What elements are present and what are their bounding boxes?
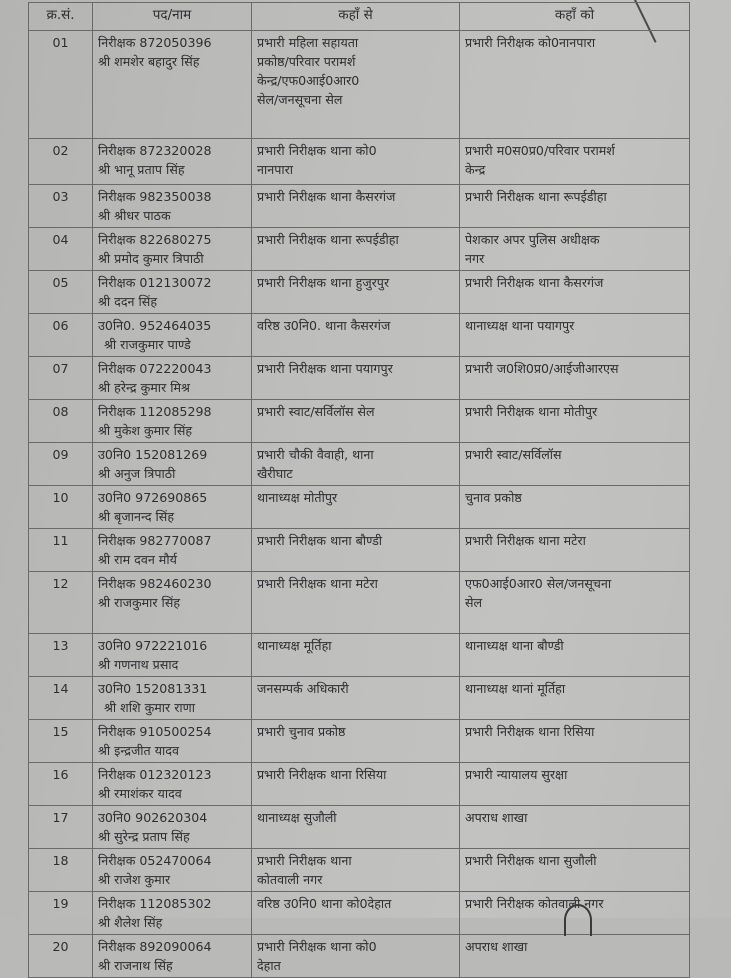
from-posting: [252, 400, 460, 443]
table-row: [29, 185, 690, 228]
from-posting-line: सेल/जनसूचना सेल: [257, 92, 343, 107]
to-posting-line: प्रभारी निरीक्षक थाना रूपईडीहा: [465, 189, 607, 204]
post-and-name: [93, 935, 252, 978]
to-posting: [460, 572, 690, 634]
table-row: [29, 677, 690, 720]
to-posting-line: प्रभारी निरीक्षक थाना मोतीपुर: [465, 404, 598, 419]
from-posting-line: प्रभारी निरीक्षक थाना पयागपुर: [257, 361, 393, 376]
table-row: [29, 443, 690, 486]
to-posting: [460, 677, 690, 720]
to-posting-line: थानाध्यक्ष थानां मूर्तिहा: [465, 681, 566, 696]
from-posting-line: प्रभारी निरीक्षक थाना: [257, 853, 352, 868]
officer-name: श्री इन्द्रजीत यादव: [98, 743, 179, 758]
from-posting: [252, 443, 460, 486]
serial-number: 18: [29, 849, 93, 892]
to-posting: [460, 31, 690, 139]
serial-number: 15: [29, 720, 93, 763]
table-row: [29, 572, 690, 634]
post-and-name: [93, 720, 252, 763]
officer-name: श्री गणनाथ प्रसाद: [98, 657, 179, 672]
post-and-name: [93, 139, 252, 185]
from-posting: [252, 572, 460, 634]
post-and-id: निरीक्षक 052470064: [98, 853, 212, 868]
post-and-name: [93, 677, 252, 720]
table-row: [29, 228, 690, 271]
post-and-id: निरीक्षक 012320123: [98, 767, 212, 782]
from-posting-line: थानाध्यक्ष मोतीपुर: [257, 490, 338, 505]
serial-number: 08: [29, 400, 93, 443]
from-posting-line: प्रभारी निरीक्षक थाना हुजुरपुर: [257, 275, 390, 290]
post-and-name: [93, 634, 252, 677]
table-row: [29, 139, 690, 185]
officer-name: श्री भानू प्रताप सिंह: [98, 162, 185, 177]
table-row: [29, 763, 690, 806]
post-and-name: [93, 806, 252, 849]
to-posting: [460, 486, 690, 529]
from-posting-line: वरिष्ठ उ0नि0 थाना को0देहात: [257, 896, 392, 911]
post-and-name: [93, 31, 252, 139]
post-and-id: उ0नि0 152081269: [98, 447, 208, 462]
serial-number: 17: [29, 806, 93, 849]
post-and-id: उ0नि0 152081331: [98, 681, 208, 696]
officer-name: श्री अनुज त्रिपाठी: [98, 466, 176, 481]
from-posting-line: प्रभारी चुनाव प्रकोष्ठ: [257, 724, 346, 739]
officer-name: श्री हरेन्द्र कुमार मिश्र: [98, 380, 190, 395]
serial-number: 19: [29, 892, 93, 935]
from-posting: [252, 529, 460, 572]
from-posting: [252, 634, 460, 677]
post-and-id: निरीक्षक 982460230: [98, 576, 212, 591]
from-posting: [252, 806, 460, 849]
to-posting-line: अपराध शाखा: [465, 810, 528, 825]
post-and-name: [93, 763, 252, 806]
from-posting: [252, 677, 460, 720]
from-posting-line: प्रभारी निरीक्षक थाना मटेरा: [257, 576, 378, 591]
to-posting-line: चुनाव प्रकोष्ठ: [465, 490, 522, 505]
post-and-name: [93, 314, 252, 357]
post-and-name: [93, 357, 252, 400]
post-and-name: [93, 529, 252, 572]
from-posting: [252, 763, 460, 806]
serial-number: 13: [29, 634, 93, 677]
header-to: कहाँ को: [460, 3, 690, 31]
from-posting-line: प्रभारी निरीक्षक थाना कैसरगंज: [257, 189, 396, 204]
serial-number: 01: [29, 31, 93, 139]
table-row: [29, 31, 690, 139]
to-posting: [460, 400, 690, 443]
post-and-id: निरीक्षक 982350038: [98, 189, 212, 204]
from-posting: [252, 314, 460, 357]
serial-number: 10: [29, 486, 93, 529]
officer-name: श्री श्रीधर पाठक: [98, 208, 171, 223]
to-posting-line: एफ0आई0आर0 सेल/जनसूचना: [465, 576, 612, 591]
table-body: [29, 31, 690, 978]
to-posting-line: थानाध्यक्ष थाना पयागपुर: [465, 318, 575, 333]
from-posting: [252, 31, 460, 139]
post-and-name: [93, 572, 252, 634]
table-row: [29, 400, 690, 443]
table-header-row: [29, 3, 690, 31]
post-and-id: निरीक्षक 012130072: [98, 275, 212, 290]
table-row: [29, 271, 690, 314]
serial-number: 12: [29, 572, 93, 634]
from-posting: [252, 849, 460, 892]
to-posting-line: नगर: [465, 251, 485, 266]
to-posting-line: प्रभारी निरीक्षक कोतवाली नगर: [465, 896, 604, 911]
from-posting-line: प्रभारी निरीक्षक थाना को0: [257, 143, 377, 158]
post-and-id: निरीक्षक 982770087: [98, 533, 212, 548]
table-row: [29, 935, 690, 978]
officer-name: श्री प्रमोद कुमार त्रिपाठी: [98, 251, 204, 266]
to-posting: [460, 443, 690, 486]
header-post-name: पद/नाम: [93, 3, 252, 31]
officer-name: श्री शमशेर बहादुर सिंह: [98, 54, 200, 69]
table-row: [29, 634, 690, 677]
from-posting: [252, 357, 460, 400]
serial-number: 11: [29, 529, 93, 572]
table-row: [29, 357, 690, 400]
officer-name: श्री मुकेश कुमार सिंह: [98, 423, 193, 438]
post-and-id: निरीक्षक 872050396: [98, 35, 212, 50]
to-posting-line: प्रभारी स्वाट/सर्विलॉस: [465, 447, 562, 462]
officer-name: श्री राम दवन मौर्य: [98, 552, 177, 567]
post-and-id: उ0नि0 972221016: [98, 638, 208, 653]
from-posting-line: देहात: [257, 958, 281, 973]
to-posting: [460, 806, 690, 849]
officer-name: श्री रमाशंकर यादव: [98, 786, 182, 801]
from-posting-line: कोतवाली नगर: [257, 872, 323, 887]
from-posting: [252, 271, 460, 314]
to-posting-line: प्रभारी निरीक्षक थाना सुजौली: [465, 853, 597, 868]
table-row: [29, 849, 690, 892]
serial-number: 04: [29, 228, 93, 271]
to-posting: [460, 357, 690, 400]
from-posting-line: प्रभारी निरीक्षक थाना रिसिया: [257, 767, 387, 782]
to-posting: [460, 849, 690, 892]
officer-name: श्री ददन सिंह: [98, 294, 158, 309]
to-posting-line: अपराध शाखा: [465, 939, 528, 954]
officer-name: श्री राजकुमार सिंह: [98, 595, 181, 610]
to-posting: [460, 228, 690, 271]
post-and-id: उ0नि0 902620304: [98, 810, 208, 825]
post-and-id: निरीक्षक 872320028: [98, 143, 212, 158]
to-posting-line: प्रभारी निरीक्षक थाना मटेरा: [465, 533, 586, 548]
to-posting-line: प्रभारी निरीक्षक थाना कैसरगंज: [465, 275, 604, 290]
post-and-name: [93, 185, 252, 228]
officer-name: श्री शशि कुमार राणा: [104, 700, 195, 715]
to-posting: [460, 185, 690, 228]
to-posting-line: केन्द्र: [465, 162, 486, 177]
officer-name: श्री बृजानन्द सिंह: [98, 509, 175, 524]
serial-number: 02: [29, 139, 93, 185]
from-posting-line: खैरीघाट: [257, 466, 293, 481]
from-posting-line: प्रभारी स्वाट/सर्विलॉस सेल: [257, 404, 375, 419]
to-posting: [460, 935, 690, 978]
from-posting-line: प्रभारी निरीक्षक थाना रूपईडीहा: [257, 232, 399, 247]
to-posting-line: प्रभारी म0स0प्र0/परिवार परामर्श: [465, 143, 615, 158]
to-posting: [460, 720, 690, 763]
serial-number: 03: [29, 185, 93, 228]
from-posting: [252, 228, 460, 271]
officer-name: श्री राजकुमार पाण्डे: [104, 337, 191, 352]
post-and-name: [93, 443, 252, 486]
handwritten-mark: [564, 904, 592, 936]
post-and-id: निरीक्षक 112085302: [98, 896, 212, 911]
officer-name: श्री सुरेन्द्र प्रताप सिंह: [98, 829, 190, 844]
transfer-list-table: [28, 2, 690, 978]
from-posting: [252, 185, 460, 228]
from-posting: [252, 486, 460, 529]
post-and-id: निरीक्षक 892090064: [98, 939, 212, 954]
to-posting-line: प्रभारी निरीक्षक थाना रिसिया: [465, 724, 595, 739]
serial-number: 16: [29, 763, 93, 806]
to-posting: [460, 271, 690, 314]
post-and-name: [93, 400, 252, 443]
to-posting-line: प्रभारी ज0शि0प्र0/आईजीआरएस: [465, 361, 619, 376]
officer-name: श्री शैलेश सिंह: [98, 915, 163, 930]
from-posting-line: प्रभारी निरीक्षक थाना बौण्डी: [257, 533, 383, 548]
table-row: [29, 720, 690, 763]
from-posting-line: वरिष्ठ उ0नि0. थाना कैसरगंज: [257, 318, 391, 333]
post-and-name: [93, 228, 252, 271]
from-posting-line: प्रभारी महिला सहायता: [257, 35, 359, 50]
post-and-id: निरीक्षक 112085298: [98, 404, 212, 419]
to-posting-line: प्रभारी न्यायालय सुरक्षा: [465, 767, 568, 782]
post-and-id: निरीक्षक 072220043: [98, 361, 212, 376]
from-posting: [252, 720, 460, 763]
post-and-name: [93, 849, 252, 892]
to-posting-line: सेल: [465, 595, 483, 610]
from-posting: [252, 139, 460, 185]
table-row: [29, 529, 690, 572]
to-posting: [460, 634, 690, 677]
table-row: [29, 806, 690, 849]
to-posting: [460, 763, 690, 806]
serial-number: 09: [29, 443, 93, 486]
post-and-name: [93, 892, 252, 935]
post-and-id: उ0नि0. 952464035: [98, 318, 212, 333]
from-posting-line: नानपारा: [257, 162, 294, 177]
from-posting-line: जनसम्पर्क अधिकारी: [257, 681, 349, 696]
from-posting-line: केन्द्र/एफ0आई0आर0: [257, 73, 360, 88]
serial-number: 20: [29, 935, 93, 978]
to-posting-line: प्रभारी निरीक्षक को0नानपारा: [465, 35, 596, 50]
from-posting-line: प्रकोष्ठ/परिवार परामर्श: [257, 54, 356, 69]
from-posting-line: प्रभारी चौकी वैवाही, थाना: [257, 447, 374, 462]
from-posting-line: प्रभारी निरीक्षक थाना को0: [257, 939, 377, 954]
table-row: [29, 314, 690, 357]
serial-number: 14: [29, 677, 93, 720]
to-posting: [460, 529, 690, 572]
to-posting-line: पेशकार अपर पुलिस अधीक्षक: [465, 232, 600, 247]
from-posting-line: थानाध्यक्ष मूर्तिहा: [257, 638, 332, 653]
post-and-name: [93, 486, 252, 529]
from-posting-line: थानाध्यक्ष सुजौली: [257, 810, 337, 825]
to-posting: [460, 314, 690, 357]
officer-name: श्री राजेश कुमार: [98, 872, 171, 887]
serial-number: 05: [29, 271, 93, 314]
officer-name: श्री राजनाथ सिंह: [98, 958, 173, 973]
serial-number: 06: [29, 314, 93, 357]
table-row: [29, 486, 690, 529]
from-posting: [252, 935, 460, 978]
to-posting-line: थानाध्यक्ष थाना बौण्डी: [465, 638, 564, 653]
post-and-id: निरीक्षक 910500254: [98, 724, 212, 739]
post-and-name: [93, 271, 252, 314]
from-posting: [252, 892, 460, 935]
post-and-id: उ0नि0 972690865: [98, 490, 208, 505]
post-and-id: निरीक्षक 822680275: [98, 232, 212, 247]
header-from: कहाँ से: [252, 3, 460, 31]
header-serial-number: क्र.सं.: [29, 3, 93, 31]
to-posting: [460, 139, 690, 185]
serial-number: 07: [29, 357, 93, 400]
